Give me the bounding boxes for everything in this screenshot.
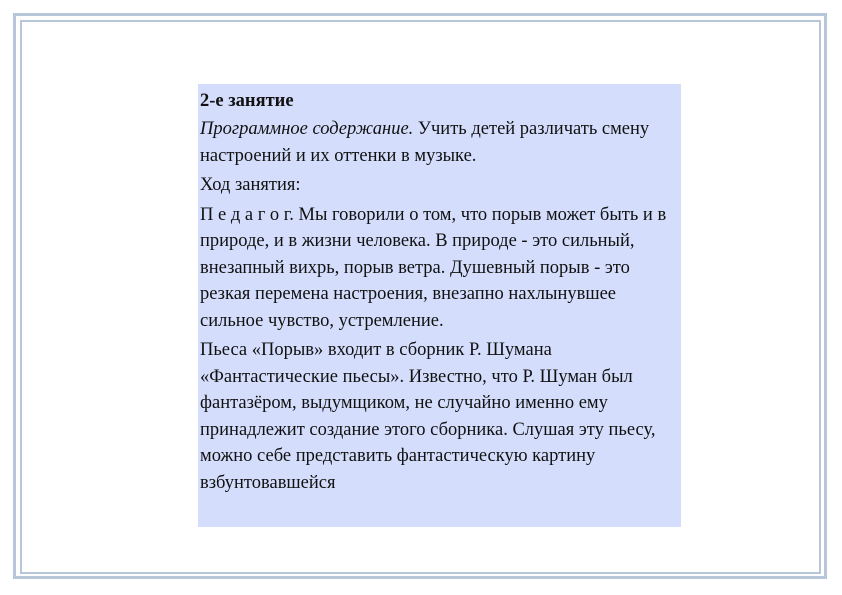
- program-content-paragraph: [200, 116, 679, 169]
- teacher-paragraph: [200, 202, 679, 335]
- program-content-text: Учить детей различать смену настроений и их оттенки в музыке.: [200, 119, 650, 166]
- piece-paragraph: Пьеса «Порыв» входит в сборник Р. Шумана «Фантастические пьесы». Известно, что Р. Шуман был фантазёром, выдумщиком, не случайно именно ему принадлежит создание этого сборника. Слушая эту пьесу, можно себе представить фантастическую картину взбунтовавшейся: [200, 340, 656, 493]
- lesson-title: 2-е занятие: [200, 91, 294, 111]
- course-label: Ход занятия:: [200, 175, 301, 195]
- program-content-label: Программное содержание.: [200, 119, 414, 139]
- teacher-text: Мы говорили о том, что порыв может быть и в природе, и в жизни человека. В природе - это сильный, внезапный вихрь, порыв ветра. Душевный порыв - это резкая перемена настроения, внезапно нахлынувшее сильное чувство, устремление.: [200, 204, 667, 331]
- lesson-text-box: [198, 84, 681, 527]
- teacher-label: П е д а г о г.: [200, 204, 294, 225]
